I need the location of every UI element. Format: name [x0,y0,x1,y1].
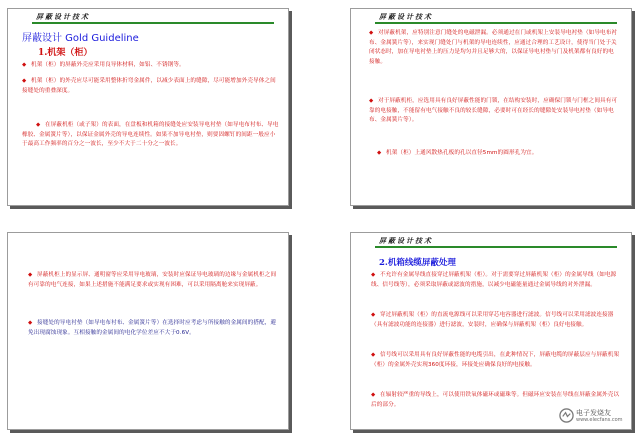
diamond-bullet-icon: ◆ [371,392,376,398]
diamond-bullet-icon: ◆ [369,30,374,36]
section-title: 2.机箱线缆屏蔽处理 [379,258,456,268]
slide-subtitle: 1.机架（柜） [38,48,93,58]
bullet-paragraph: ◆ 信号线可以采用具有良好屏蔽性能的电缆引出，在此种情况下，屏蔽电缆的屏蔽层应与屏蔽机架（柜）的金属外壳实现360度环接，环接处应确保良好的电接触。 [371,352,620,368]
slide-3 [7,232,289,430]
diamond-bullet-icon: ◆ [371,352,376,358]
diamond-bullet-icon: ◆ [36,122,41,128]
elecfans-logo-icon [559,408,574,423]
bullet-paragraph: ◆ 穿过屏蔽机架（柜）的直流电源线可以采用穿芯电容器进行滤波。信号线可以采用滤波连接器（具有滤波功能的连接器）进行滤波，安装时，应确保与屏蔽机架（柜）良好电接触。 [371,312,614,328]
slide-header [351,9,631,23]
bullet-paragraph: ◆ 对于屏蔽机柜，应选用具有良好屏蔽性能的门锁，在结构安装时，应确保门锁与门框之间具有可靠的电接触，不能留有电气接触不良的较长缝隙，必要时可在经长的缝隙处安装导电衬垫（如导电布、金属簧片等）。 [369,98,618,124]
diamond-bullet-icon: ◆ [22,78,27,84]
bullet-paragraph: ◆ 机架（柜）的屏蔽外壳应采用良导体材料，如铝、不锈钢等。 [22,61,280,71]
header-text: 屏蔽设计技术 [379,236,433,245]
diamond-bullet-icon: ◆ [371,272,376,278]
bullet-paragraph: ◆ 对屏蔽机架，应特别注意门缝处的电磁泄漏。必须通过在门或机架上安装导电衬垫（如导电布衬布、金属簧片等），来实现门缝处门与机架的导电连续性，应通过合理的工艺设计，使得当门处于关闭状态时，加在导电衬垫上的压力是均匀并且足够大的，以保证导电衬垫与门及机架都有良好的电接触。 [369,30,618,65]
header-rule [375,246,617,248]
bullet-paragraph: ◆ 接缝处的导电衬垫（如导电布衬布、金属簧片等）在选择时应考虑与所接触的金属间的搭配，避免出现腐蚀现象。互相接触的金属间的电化学位差应不大于0.6V。 [28,320,277,336]
bullet-paragraph: ◆ 不允许有金属导线直接穿过屏蔽机架（柜）。对于需要穿过屏蔽机架（柜）的金属导线（如电源线、信号线等），必须采取屏蔽或滤波的措施，以减少电磁能量通过金属导线的对外泄漏。 [371,272,617,288]
bullet-paragraph: ◆ 屏蔽机柜上的显示屏、通明窗等应采用导电玻璃，安装时应保证导电玻璃的边缘与金属机柜之间有可靠的电气连接，如果上述措施不能满足要求或实现有困难，可以采用隔离舱来实现屏蔽。 [28,272,277,288]
header-rule [32,22,274,24]
site-watermark [557,406,627,426]
header-text: 屏蔽设计技术 [379,12,433,21]
bullet-paragraph: ◆ 在辐射较严重的导线上，可以使用铁氧体磁环或磁珠等。但磁环应安装在导线在屏蔽金属外壳以后的部分。 [371,392,620,408]
bullet-paragraph: ◆ 机架（柜）上通风散热孔板的孔以直径5mm的圆形孔为宜。 [377,149,619,159]
slide-title: 屏蔽设计 Gold Guideline [22,33,139,44]
diamond-bullet-icon: ◆ [369,98,374,104]
watermark-url: www.elecfans.com [576,417,623,423]
diamond-bullet-icon: ◆ [28,272,33,278]
diamond-bullet-icon: ◆ [28,320,33,326]
diamond-bullet-icon: ◆ [371,312,376,318]
bullet-paragraph: ◆ 机架（柜）的外壳应尽可能采用整体折弯金属件，以减少表面上的缝隙，尽可能增加外壳导体之间接缝处的重叠深度。 [22,78,276,94]
slide-1 [7,8,289,206]
header-rule [375,22,617,24]
diamond-bullet-icon: ◆ [377,150,382,156]
slide-2 [350,8,632,206]
diamond-bullet-icon: ◆ [22,62,27,68]
header-text: 屏蔽设计技术 [36,12,90,21]
slide-header [8,9,288,23]
watermark-name: 电子发烧友 [576,409,611,417]
slide-header [351,233,631,247]
slide-4 [350,232,632,430]
bullet-paragraph: ◆ 在屏蔽机柜（或子架）的表面，在盘板和机箱的接缝处应安装导电衬垫（如导电布衬布、导电橡胶、金属簧片等），以保证金属外壳的导电连续性。如果不加导电衬垫，则要固螺钉的间距一般应小于最高工作频率的百分之一波长，至少不大于二十分之一波长。 [22,122,279,148]
